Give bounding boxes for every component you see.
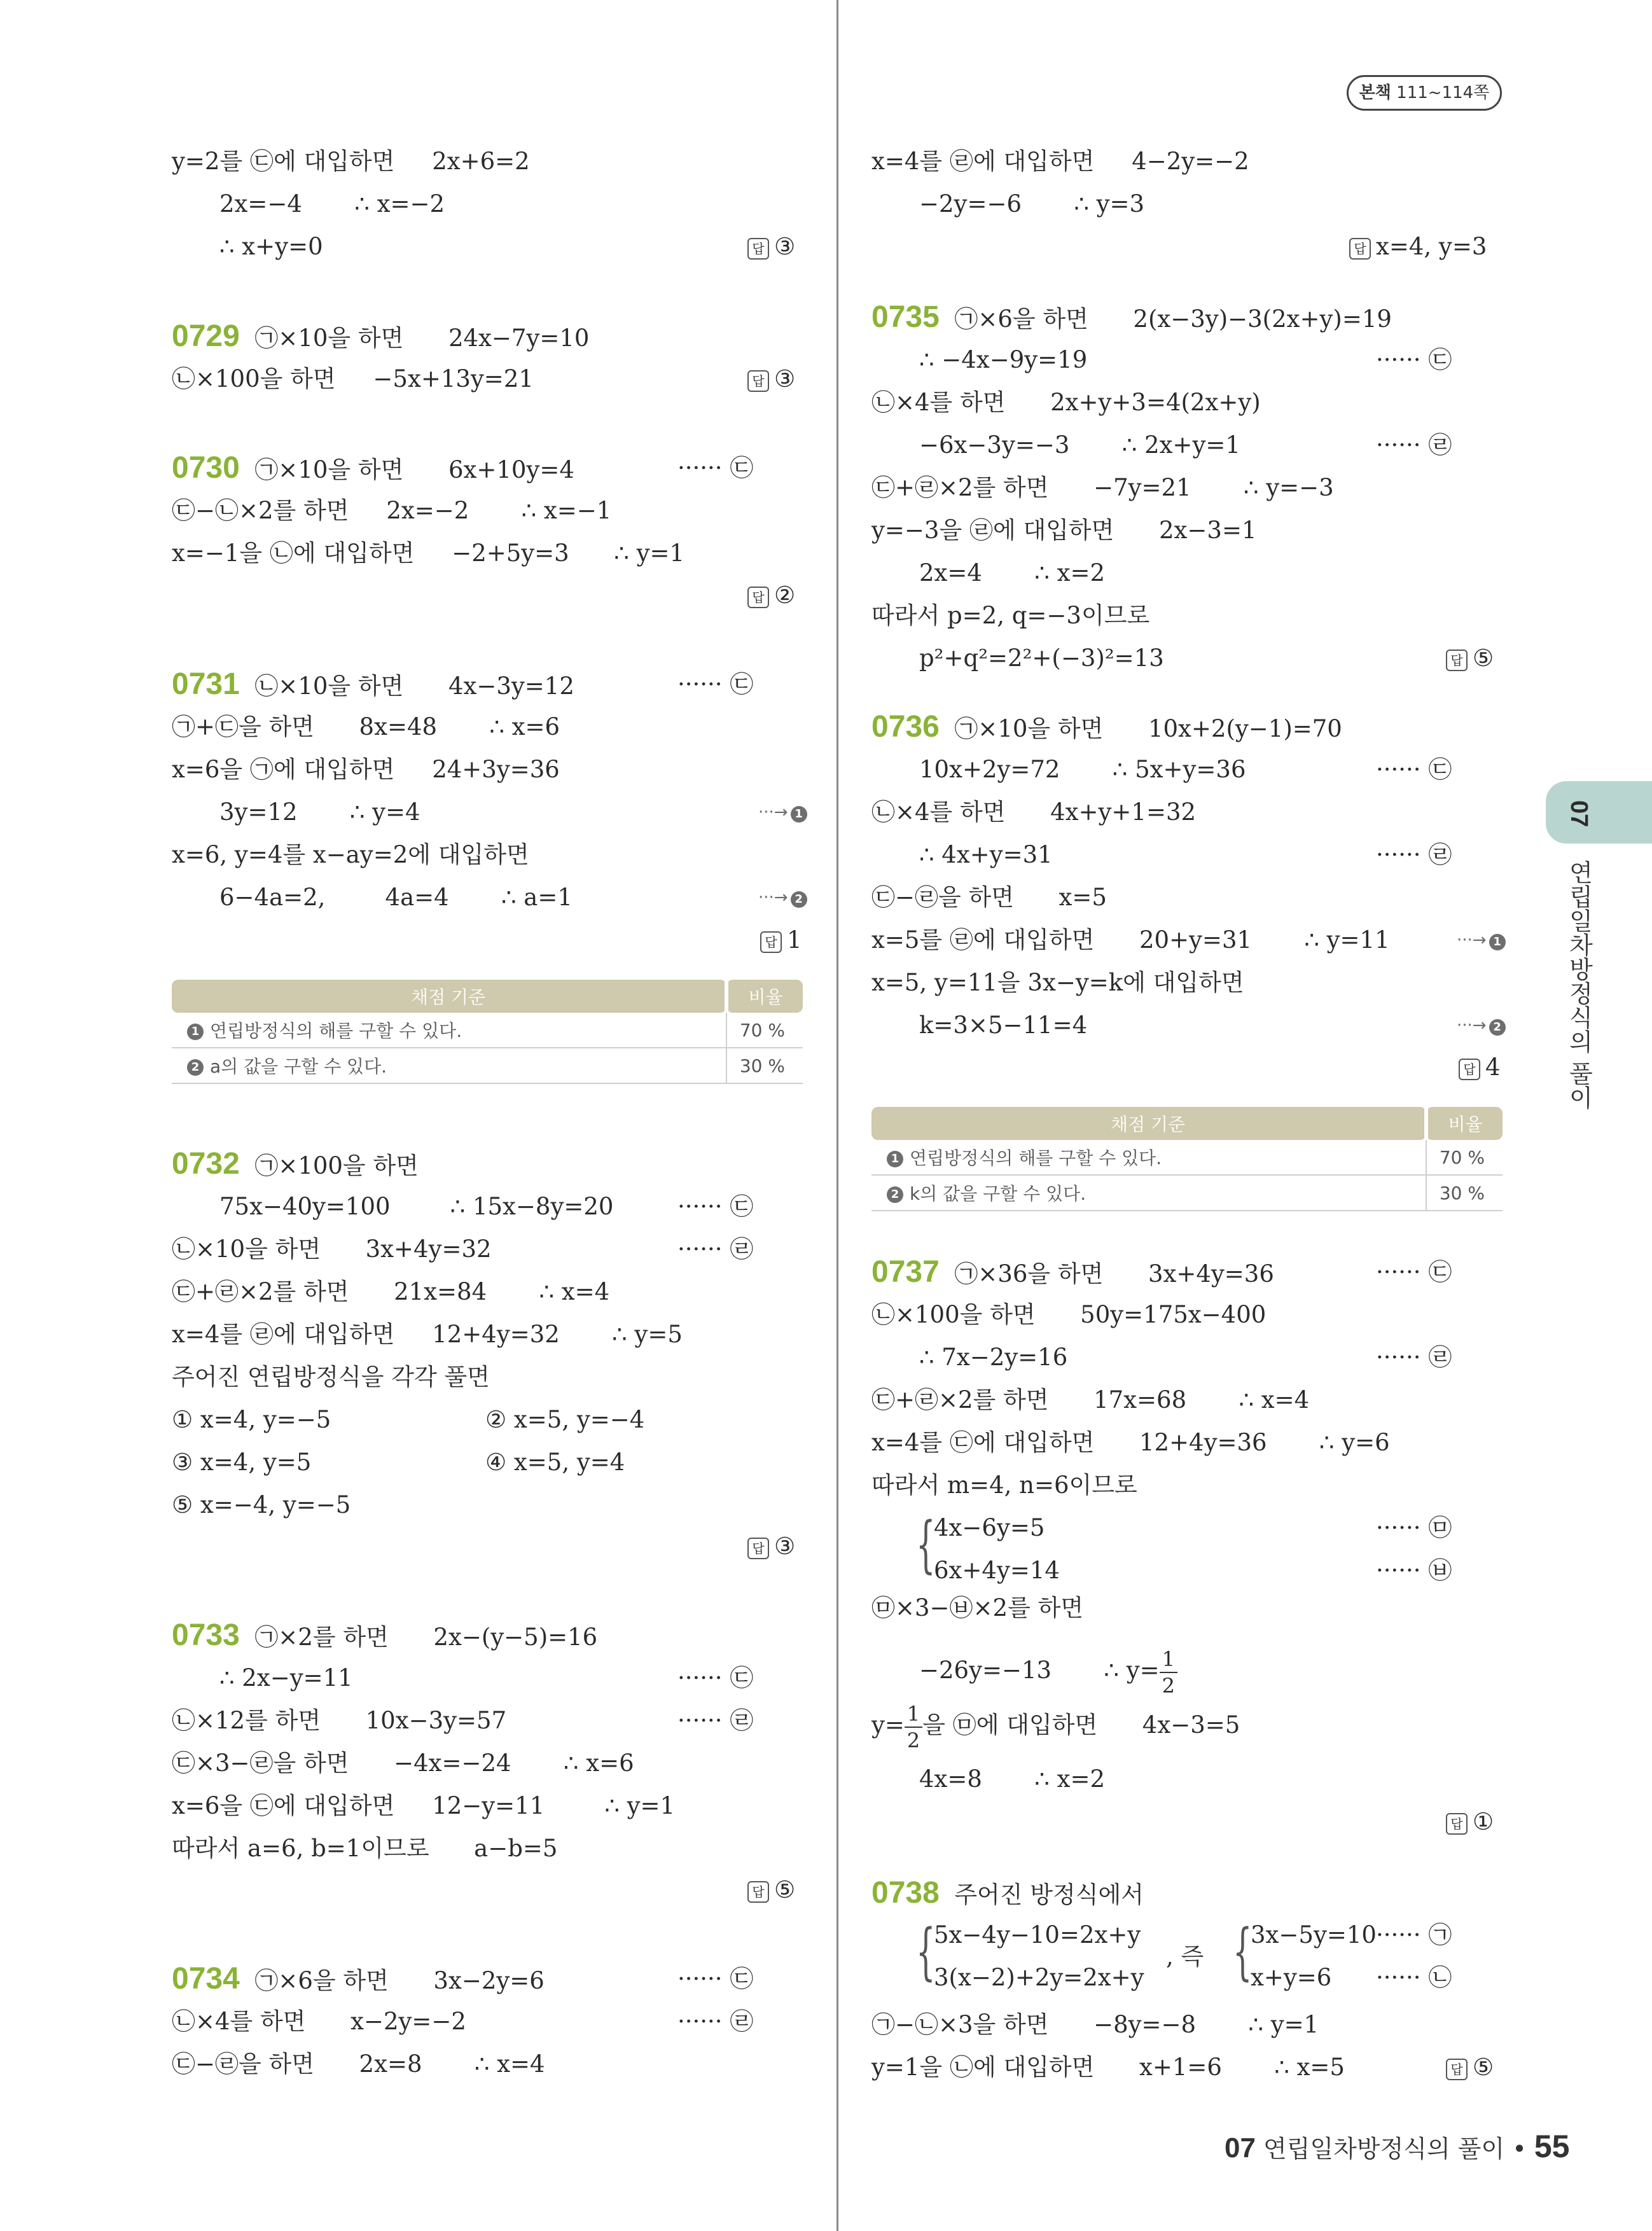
solution-line: x=6을 ㉠에 대입하면 24+3y=36 [172, 756, 560, 783]
solution-line: 6−4a=2, 4a=4 ∴ a=1 [219, 884, 573, 911]
equation-tag: ······ ㉥ [1376, 1557, 1452, 1584]
problem-0734-line [172, 1963, 545, 1998]
solution-line: ㉢+㉣×2를 하면 21x=84 ∴ x=4 [172, 1278, 610, 1305]
solution-line: ㉡×4를 하면 x−2y=−2 [172, 2008, 466, 2035]
system-equation: x+y=6 [1251, 1964, 1332, 1991]
system-brace: { [1233, 1916, 1253, 1987]
answer-icon: 답 [1349, 238, 1371, 260]
badge-pages: 111~114쪽 [1396, 83, 1490, 102]
problem-0738-line [871, 1877, 1144, 1912]
solution-line: ㉡×100을 하면 −5x+13y=21 [172, 365, 534, 393]
answer-icon: 답 [1446, 2059, 1468, 2080]
solution-text: ㉠×2를 하면 2x−(y−5)=16 [254, 1623, 598, 1651]
solution-line: ∴ 7x−2y=16 [919, 1344, 1068, 1371]
equation-tag: ······ ㉣ [1376, 431, 1452, 459]
problem-number: 0732 [172, 1147, 240, 1181]
fraction [905, 1701, 922, 1753]
equation-tag: ······ ㉢ [1376, 346, 1452, 373]
criteria-pct: 70 % [726, 1013, 803, 1048]
equation-tag: ······ ㉠ [1376, 1921, 1452, 1949]
equation-tag: ······ ㉣ [677, 2008, 754, 2035]
solution-line: 2x=4 ∴ x=2 [919, 559, 1105, 587]
solution-line: x=6을 ㉢에 대입하면 12−y=11 ∴ y=1 [172, 1792, 676, 1819]
answer-0729 [747, 363, 795, 396]
solution-line: x=−1을 ㉡에 대입하면 −2+5y=3 ∴ y=1 [172, 539, 685, 567]
solution-line [871, 1700, 1240, 1751]
choice-3: ③ x=4, y=5 [172, 1449, 312, 1476]
fraction [1160, 1646, 1177, 1698]
solution-text: y= [871, 1711, 905, 1739]
answer-value: ② [774, 581, 796, 609]
solution-line: 3y=12 ∴ y=4 [219, 798, 420, 826]
criteria-mark: 2 [187, 1059, 204, 1076]
answer-value: 4 [1485, 1053, 1501, 1081]
system-equation: 3x−5y=10 [1251, 1921, 1377, 1949]
problem-number: 0737 [871, 1255, 940, 1289]
solution-text: ㉠×6을 하면 3x−2y=6 [254, 1967, 545, 1994]
answer-0736 [1459, 1051, 1501, 1084]
solution-line: ㉢+㉣×2를 하면 17x=68 ∴ x=4 [871, 1386, 1310, 1414]
problem-0735-line [871, 301, 1392, 336]
answer-icon: 답 [1459, 1059, 1480, 1080]
answer-value: ③ [774, 233, 796, 260]
step-marker: ···→ 2 [1457, 1016, 1506, 1036]
side-chapter-title: 연립일차방정식의 풀이 [1565, 860, 1593, 1110]
criteria-desc: 연립방정식의 해를 구할 수 있다. [910, 1148, 1162, 1169]
footer-bullet: • [1512, 2135, 1527, 2163]
criteria-pct: 70 % [1426, 1140, 1503, 1175]
solution-line: ㉢+㉣×2를 하면 −7y=21 ∴ y=−3 [871, 474, 1334, 501]
criteria-desc: a의 값을 구할 수 있다. [210, 1056, 387, 1077]
criteria-mark: 1 [887, 1151, 903, 1167]
answer-icon: 답 [1446, 1813, 1468, 1835]
badge-bold: 본책 [1359, 83, 1391, 102]
solution-line: x=4를 ㉣에 대입하면 4−2y=−2 [871, 148, 1249, 175]
solution-line: x=4를 ㉣에 대입하면 12+4y=32 ∴ y=5 [172, 1321, 683, 1348]
equation-tag: ······ ㉢ [1376, 1258, 1452, 1286]
equation-tag: ······ ㉢ [1376, 756, 1452, 783]
answer-icon: 답 [747, 238, 769, 260]
solution-text: −26y=−13 ∴ y= [919, 1657, 1160, 1684]
step-number: 1 [1489, 934, 1506, 950]
choice-5: ⑤ x=−4, y=−5 [172, 1491, 351, 1519]
solution-line: ㉢×3−㉣을 하면 −4x=−24 ∴ x=6 [172, 1749, 634, 1777]
solution-line: −6x−3y=−3 ∴ 2x+y=1 [919, 431, 1240, 459]
answer-icon: 답 [747, 587, 769, 608]
criteria-desc: 연립방정식의 해를 구할 수 있다. [210, 1020, 462, 1041]
answer-icon: 답 [747, 370, 769, 392]
solution-line: 4x=8 ∴ x=2 [919, 1765, 1105, 1793]
page-footer [1225, 2128, 1569, 2165]
solution-line: k=3×5−11=4 [919, 1011, 1088, 1039]
ratio-header: 비율 [726, 980, 803, 1013]
system-brace: { [916, 1509, 936, 1580]
equation-tag: ······ ㉢ [677, 1965, 754, 1992]
solution-line: ㉠−㉡×3을 하면 −8y=−8 ∴ y=1 [871, 2011, 1319, 2038]
criteria-row [871, 1175, 1503, 1211]
answer-0730 [747, 579, 795, 612]
problem-0733-line [172, 1619, 597, 1654]
page-number: 55 [1534, 2129, 1570, 2164]
solution-line: 주어진 연립방정식을 각각 풀면 [172, 1363, 490, 1391]
answer-value: x=4, y=3 [1376, 233, 1487, 260]
system-joiner: , 즉 [1166, 1943, 1204, 1970]
solution-text: 을 ㉤에 대입하면 4x−3=5 [922, 1711, 1240, 1739]
solution-line: ㉡×100을 하면 50y=175x−400 [871, 1301, 1267, 1328]
answer-0737 [1446, 1805, 1494, 1838]
problem-0736-line [871, 711, 1342, 746]
step-marker: ···→ 1 [758, 803, 807, 823]
solution-line [919, 1645, 1177, 1696]
criteria-row [172, 1013, 803, 1048]
choice-4: ④ x=5, y=4 [485, 1449, 625, 1476]
solution-line: ㉢−㉣을 하면 2x=8 ∴ x=4 [172, 2050, 545, 2078]
criteria-header: 채점 기준 [172, 980, 726, 1013]
problem-number: 0730 [172, 451, 240, 485]
solution-text: 주어진 방정식에서 [954, 1881, 1144, 1908]
answer-icon: 답 [760, 931, 782, 953]
scoring-criteria-table [172, 980, 803, 1084]
footer-chapter-title: 연립일차방정식의 풀이 [1263, 2135, 1505, 2163]
answer-value: ③ [774, 1533, 796, 1560]
step-marker: ···→ 2 [758, 888, 807, 908]
solution-line: p²+q²=2²+(−3)²=13 [919, 644, 1164, 672]
problem-number: 0735 [871, 300, 940, 334]
fraction-denominator: 2 [1162, 1673, 1175, 1698]
solution-line: 따라서 m=4, n=6이므로 [871, 1471, 1137, 1499]
solution-text: ㉠×100을 하면 [254, 1152, 419, 1179]
solution-text: ㉡×10을 하면 4x−3y=12 [254, 672, 574, 700]
system-equation: 5x−4y−10=2x+y [934, 1921, 1141, 1949]
fraction-numerator: 1 [1160, 1649, 1177, 1673]
step-number: 1 [791, 806, 807, 823]
step-number: 2 [1489, 1019, 1506, 1036]
solution-line: −2y=−6 ∴ y=3 [919, 190, 1145, 218]
solution-line: ㉠+㉢을 하면 8x=48 ∴ x=6 [172, 713, 560, 740]
criteria-mark: 1 [187, 1024, 204, 1040]
answer-0728 [747, 230, 795, 263]
scoring-criteria-table [871, 1107, 1503, 1211]
column-divider [836, 0, 838, 2231]
solution-line: y=2를 ㉢에 대입하면 2x+6=2 [172, 148, 530, 175]
solution-line: ㉡×4를 하면 4x+y+1=32 [871, 798, 1197, 826]
answer-0731 [760, 924, 802, 957]
answer-icon: 답 [747, 1538, 769, 1559]
solution-line: x=6, y=4를 x−ay=2에 대입하면 [172, 841, 529, 868]
system-brace: { [916, 1916, 936, 1987]
criteria-mark: 2 [887, 1186, 903, 1203]
equation-tag: ······ ㉤ [1376, 1514, 1452, 1541]
solution-text: ㉠×10을 하면 6x+10y=4 [254, 456, 574, 483]
choice-2: ② x=5, y=−4 [485, 1406, 645, 1433]
criteria-row [172, 1048, 803, 1083]
problem-0729-line [172, 320, 589, 355]
problem-number: 0736 [871, 710, 940, 744]
answer-value: 1 [787, 926, 802, 954]
system-equation: 4x−6y=5 [934, 1514, 1045, 1541]
chapter-tab-number: 07 [1565, 800, 1592, 828]
solution-line: ∴ x+y=0 [219, 233, 323, 260]
step-number: 2 [791, 891, 807, 908]
equation-tag: ······ ㉢ [677, 1193, 754, 1220]
answer-0735 [1446, 642, 1494, 675]
answer-value: ⑤ [774, 1876, 796, 1903]
solution-line: 따라서 a=6, b=1이므로 a−b=5 [172, 1835, 558, 1862]
solution-line: ∴ 4x+y=31 [919, 841, 1053, 868]
problem-0732-line [172, 1148, 419, 1183]
fraction-denominator: 2 [906, 1728, 920, 1753]
equation-tag: ······ ㉣ [677, 1707, 754, 1734]
solution-line: ∴ 2x−y=11 [219, 1664, 353, 1692]
equation-tag: ······ ㉢ [677, 671, 754, 698]
equation-tag: ······ ㉣ [677, 1235, 754, 1263]
answer-value: ⑤ [1473, 2054, 1494, 2081]
footer-chapter-number: 07 [1225, 2132, 1256, 2164]
system-equation: 3(x−2)+2y=2x+y [934, 1964, 1144, 1991]
solution-line: x=5, y=11을 3x−y=k에 대입하면 [871, 969, 1244, 996]
answer-icon: 답 [1446, 650, 1468, 671]
solution-text: ㉠×10을 하면 24x−7y=10 [254, 324, 590, 352]
solution-text: ㉠×36을 하면 3x+4y=36 [954, 1260, 1274, 1288]
chapter-tab [1546, 781, 1652, 844]
problem-number: 0734 [172, 1962, 240, 1996]
equation-tag: ······ ㉢ [677, 454, 754, 482]
solution-line: 10x+2y=72 ∴ 5x+y=36 [919, 756, 1246, 783]
answer-value: ① [1473, 1808, 1494, 1835]
equation-tag: ······ ㉣ [1376, 841, 1452, 868]
solution-line: ㉡×4를 하면 2x+y+3=4(2x+y) [871, 389, 1261, 416]
answer-0734 [1349, 230, 1487, 263]
solution-line: ㉡×10을 하면 3x+4y=32 [172, 1235, 492, 1263]
solution-line: 2x=−4 ∴ x=−2 [219, 190, 445, 218]
answer-0733 [747, 1873, 795, 1907]
step-marker: ···→ 1 [1457, 931, 1506, 950]
solution-line: x=5를 ㉣에 대입하면 20+y=31 ∴ y=11 [871, 926, 1390, 954]
system-equation: 6x+4y=14 [934, 1557, 1060, 1584]
answer-0732 [747, 1530, 795, 1563]
choice-1: ① x=4, y=−5 [172, 1406, 331, 1433]
answer-value: ③ [774, 365, 796, 393]
solution-line: ㉤×3−㉥×2를 하면 [871, 1594, 1084, 1622]
fraction-numerator: 1 [905, 1704, 922, 1728]
page-range-badge [1347, 75, 1502, 111]
ratio-header: 비율 [1426, 1107, 1503, 1140]
equation-tag: ······ ㉡ [1376, 1964, 1452, 1991]
solution-text: ㉠×10을 하면 10x+2(y−1)=70 [954, 715, 1342, 742]
equation-tag: ······ ㉢ [677, 1664, 754, 1692]
criteria-pct: 30 % [726, 1048, 803, 1083]
solution-line: ㉡×12를 하면 10x−3y=57 [172, 1707, 507, 1734]
solution-line: 75x−40y=100 ∴ 15x−8y=20 [219, 1193, 614, 1220]
solution-text: ㉠×6을 하면 2(x−3y)−3(2x+y)=19 [954, 305, 1392, 333]
problem-number: 0729 [172, 319, 240, 353]
criteria-desc: k의 값을 구할 수 있다. [910, 1183, 1086, 1204]
problem-number: 0731 [172, 667, 240, 701]
answer-value: ⑤ [1473, 644, 1494, 672]
solution-line: ㉢−㉣을 하면 x=5 [871, 884, 1107, 911]
problem-0730-line [172, 452, 574, 487]
criteria-row [871, 1140, 1503, 1175]
solution-line: ∴ −4x−9y=19 [919, 346, 1088, 373]
solution-line: ㉢−㉡×2를 하면 2x=−2 ∴ x=−1 [172, 497, 612, 524]
solution-line: y=1을 ㉡에 대입하면 x+1=6 ∴ x=5 [871, 2054, 1345, 2081]
problem-number: 0733 [172, 1618, 240, 1652]
solution-line: 따라서 p=2, q=−3이므로 [871, 602, 1150, 629]
solution-line: x=4를 ㉢에 대입하면 12+4y=36 ∴ y=6 [871, 1429, 1390, 1456]
problem-number: 0738 [871, 1876, 940, 1910]
criteria-header: 채점 기준 [871, 1107, 1426, 1140]
answer-icon: 답 [747, 1881, 769, 1903]
equation-tag: ······ ㉣ [1376, 1344, 1452, 1371]
problem-0737-line [871, 1256, 1274, 1291]
solution-line: y=−3을 ㉣에 대입하면 2x−3=1 [871, 517, 1257, 544]
answer-0738 [1446, 2051, 1494, 2084]
problem-0731-line [172, 668, 574, 703]
criteria-pct: 30 % [1426, 1175, 1503, 1211]
